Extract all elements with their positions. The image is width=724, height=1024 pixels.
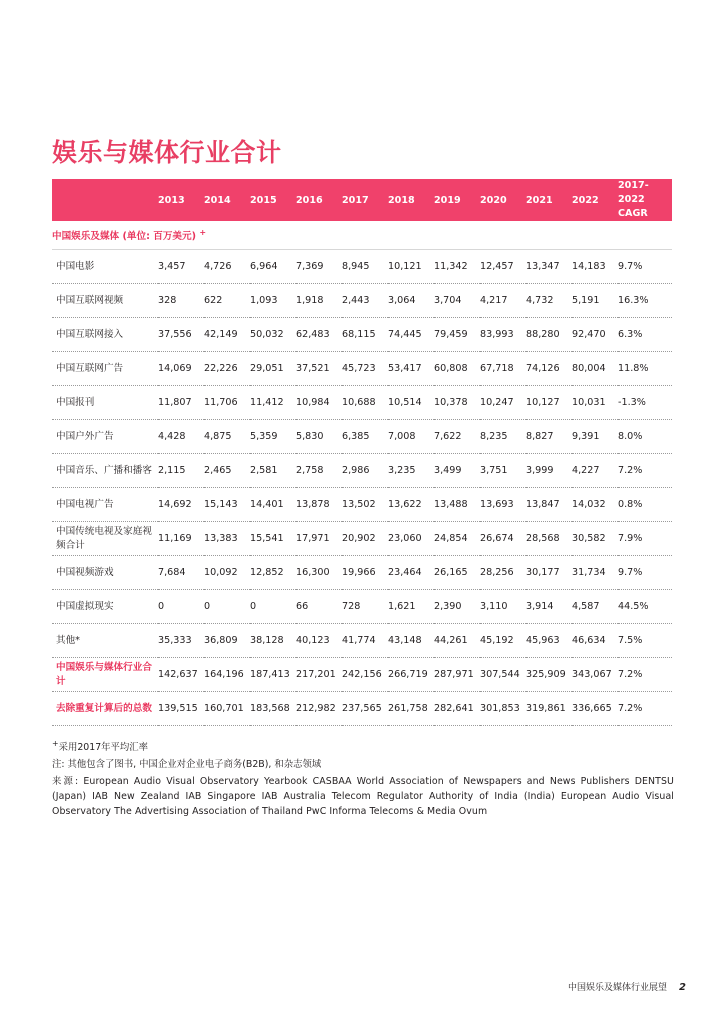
value-cell: 307,544 xyxy=(480,658,526,692)
cagr-header-period: 2017-2022 xyxy=(618,180,649,205)
value-cell: 8,235 xyxy=(480,420,526,454)
year-header: 2016 xyxy=(296,179,342,221)
row-label: 中国视频游戏 xyxy=(52,556,158,590)
value-cell: 10,031 xyxy=(572,386,618,420)
value-cell: 10,688 xyxy=(342,386,388,420)
value-cell: 164,196 xyxy=(204,658,250,692)
value-cell: 142,637 xyxy=(158,658,204,692)
value-cell: 67,718 xyxy=(480,352,526,386)
media-revenue-table xyxy=(52,179,672,726)
value-cell: 11,169 xyxy=(158,522,204,556)
cagr-cell: 11.8% xyxy=(618,352,672,386)
cagr-header-label: CAGR xyxy=(618,208,648,219)
value-cell: 74,445 xyxy=(388,318,434,352)
value-cell: 31,734 xyxy=(572,556,618,590)
value-cell: 301,853 xyxy=(480,692,526,726)
value-cell: 6,385 xyxy=(342,420,388,454)
value-cell: 0 xyxy=(250,590,296,624)
value-cell: 7,622 xyxy=(434,420,480,454)
row-label: 中国电视广告 xyxy=(52,488,158,522)
value-cell: 3,999 xyxy=(526,454,572,488)
table-row xyxy=(52,658,672,692)
cagr-cell: -1.3% xyxy=(618,386,672,420)
value-cell: 187,413 xyxy=(250,658,296,692)
value-cell: 26,674 xyxy=(480,522,526,556)
table-row xyxy=(52,318,672,352)
value-cell: 45,723 xyxy=(342,352,388,386)
table-row xyxy=(52,454,672,488)
value-cell: 7,008 xyxy=(388,420,434,454)
value-cell: 1,918 xyxy=(296,284,342,318)
value-cell: 14,401 xyxy=(250,488,296,522)
value-cell: 7,369 xyxy=(296,250,342,284)
cagr-cell: 44.5% xyxy=(618,590,672,624)
value-cell: 10,378 xyxy=(434,386,480,420)
value-cell: 343,067 xyxy=(572,658,618,692)
footnote-mark: + xyxy=(52,739,59,748)
value-cell: 37,556 xyxy=(158,318,204,352)
table-row xyxy=(52,352,672,386)
value-cell: 13,622 xyxy=(388,488,434,522)
value-cell: 242,156 xyxy=(342,658,388,692)
value-cell: 14,183 xyxy=(572,250,618,284)
value-cell: 11,342 xyxy=(434,250,480,284)
publication-name: 中国娱乐及媒体行业展望 xyxy=(568,983,668,993)
value-cell: 212,982 xyxy=(296,692,342,726)
page-title: 娱乐与媒体行业合计 xyxy=(52,138,282,167)
page-footer xyxy=(568,980,686,993)
cagr-cell: 6.3% xyxy=(618,318,672,352)
value-cell: 45,963 xyxy=(526,624,572,658)
value-cell: 3,235 xyxy=(388,454,434,488)
row-label: 中国互联网接入 xyxy=(52,318,158,352)
footnote-text: 采用2017年平均汇率 xyxy=(58,742,149,754)
value-cell: 11,706 xyxy=(204,386,250,420)
value-cell: 50,032 xyxy=(250,318,296,352)
year-header: 2020 xyxy=(480,179,526,221)
value-cell: 2,443 xyxy=(342,284,388,318)
value-cell: 41,774 xyxy=(342,624,388,658)
value-cell: 3,499 xyxy=(434,454,480,488)
value-cell: 2,115 xyxy=(158,454,204,488)
value-cell: 183,568 xyxy=(250,692,296,726)
value-cell: 14,692 xyxy=(158,488,204,522)
table-header-row xyxy=(52,179,672,221)
value-cell: 8,827 xyxy=(526,420,572,454)
cagr-cell: 7.2% xyxy=(618,692,672,726)
value-cell: 266,719 xyxy=(388,658,434,692)
value-cell: 88,280 xyxy=(526,318,572,352)
cagr-header xyxy=(618,179,672,221)
value-cell: 0 xyxy=(204,590,250,624)
value-cell: 4,587 xyxy=(572,590,618,624)
value-cell: 160,701 xyxy=(204,692,250,726)
value-cell: 15,541 xyxy=(250,522,296,556)
cagr-cell: 0.8% xyxy=(618,488,672,522)
value-cell: 79,459 xyxy=(434,318,480,352)
value-cell: 44,261 xyxy=(434,624,480,658)
value-cell: 3,751 xyxy=(480,454,526,488)
cagr-cell: 8.0% xyxy=(618,420,672,454)
table-row xyxy=(52,284,672,318)
value-cell: 26,165 xyxy=(434,556,480,590)
value-cell: 30,582 xyxy=(572,522,618,556)
value-cell: 11,807 xyxy=(158,386,204,420)
value-cell: 139,515 xyxy=(158,692,204,726)
value-cell: 80,004 xyxy=(572,352,618,386)
value-cell: 60,808 xyxy=(434,352,480,386)
value-cell: 28,568 xyxy=(526,522,572,556)
value-cell: 22,226 xyxy=(204,352,250,386)
row-label: 其他* xyxy=(52,624,158,658)
value-cell: 24,854 xyxy=(434,522,480,556)
value-cell: 14,032 xyxy=(572,488,618,522)
value-cell: 11,412 xyxy=(250,386,296,420)
value-cell: 3,457 xyxy=(158,250,204,284)
cagr-cell: 7.5% xyxy=(618,624,672,658)
value-cell: 2,465 xyxy=(204,454,250,488)
value-cell: 68,115 xyxy=(342,318,388,352)
year-header: 2017 xyxy=(342,179,388,221)
value-cell: 13,383 xyxy=(204,522,250,556)
value-cell: 2,986 xyxy=(342,454,388,488)
value-cell: 1,093 xyxy=(250,284,296,318)
value-cell: 1,621 xyxy=(388,590,434,624)
value-cell: 38,128 xyxy=(250,624,296,658)
row-label: 去除重复计算后的总数 xyxy=(52,692,158,726)
value-cell: 19,966 xyxy=(342,556,388,590)
table-row xyxy=(52,386,672,420)
value-cell: 62,483 xyxy=(296,318,342,352)
cagr-cell: 9.7% xyxy=(618,556,672,590)
value-cell: 261,758 xyxy=(388,692,434,726)
value-cell: 3,110 xyxy=(480,590,526,624)
value-cell: 282,641 xyxy=(434,692,480,726)
year-header: 2022 xyxy=(572,179,618,221)
cagr-cell: 16.3% xyxy=(618,284,672,318)
value-cell: 2,581 xyxy=(250,454,296,488)
value-cell: 4,227 xyxy=(572,454,618,488)
value-cell: 2,390 xyxy=(434,590,480,624)
value-cell: 2,758 xyxy=(296,454,342,488)
value-cell: 10,127 xyxy=(526,386,572,420)
value-cell: 53,417 xyxy=(388,352,434,386)
value-cell: 92,470 xyxy=(572,318,618,352)
value-cell: 23,060 xyxy=(388,522,434,556)
value-cell: 29,051 xyxy=(250,352,296,386)
value-cell: 40,123 xyxy=(296,624,342,658)
value-cell: 3,064 xyxy=(388,284,434,318)
value-cell: 10,247 xyxy=(480,386,526,420)
year-header: 2018 xyxy=(388,179,434,221)
year-header: 2014 xyxy=(204,179,250,221)
row-label: 中国娱乐与媒体行业合计 xyxy=(52,658,158,692)
table-row xyxy=(52,590,672,624)
value-cell: 37,521 xyxy=(296,352,342,386)
value-cell: 0 xyxy=(158,590,204,624)
value-cell: 6,964 xyxy=(250,250,296,284)
year-header: 2019 xyxy=(434,179,480,221)
row-label: 中国互联网广告 xyxy=(52,352,158,386)
section-label: 中国娱乐及媒体 (单位: 百万美元) xyxy=(52,231,200,243)
value-cell: 5,191 xyxy=(572,284,618,318)
value-cell: 7,684 xyxy=(158,556,204,590)
row-label: 中国传统电视及家庭视频合计 xyxy=(52,522,158,556)
cagr-cell: 7.9% xyxy=(618,522,672,556)
value-cell: 43,148 xyxy=(388,624,434,658)
table-row xyxy=(52,624,672,658)
row-label: 中国虚拟现实 xyxy=(52,590,158,624)
cagr-cell: 7.2% xyxy=(618,658,672,692)
value-cell: 5,830 xyxy=(296,420,342,454)
value-cell: 8,945 xyxy=(342,250,388,284)
header-label-cell xyxy=(52,179,158,221)
value-cell: 28,256 xyxy=(480,556,526,590)
table-row xyxy=(52,488,672,522)
value-cell: 217,201 xyxy=(296,658,342,692)
value-cell: 13,347 xyxy=(526,250,572,284)
value-cell: 4,875 xyxy=(204,420,250,454)
value-cell: 12,457 xyxy=(480,250,526,284)
row-label: 中国音乐、广播和播客 xyxy=(52,454,158,488)
cagr-cell: 7.2% xyxy=(618,454,672,488)
value-cell: 83,993 xyxy=(480,318,526,352)
year-header: 2021 xyxy=(526,179,572,221)
value-cell: 622 xyxy=(204,284,250,318)
value-cell: 20,902 xyxy=(342,522,388,556)
row-label: 中国电影 xyxy=(52,250,158,284)
row-label: 中国户外广告 xyxy=(52,420,158,454)
notes-block xyxy=(52,736,674,821)
section-header-row xyxy=(52,221,672,250)
value-cell: 5,359 xyxy=(250,420,296,454)
value-cell: 328 xyxy=(158,284,204,318)
value-cell: 4,217 xyxy=(480,284,526,318)
value-cell: 13,847 xyxy=(526,488,572,522)
value-cell: 325,909 xyxy=(526,658,572,692)
value-cell: 46,634 xyxy=(572,624,618,658)
row-label: 中国互联网视频 xyxy=(52,284,158,318)
section-footnote-mark: + xyxy=(199,227,207,237)
value-cell: 42,149 xyxy=(204,318,250,352)
row-label: 中国报刊 xyxy=(52,386,158,420)
value-cell: 36,809 xyxy=(204,624,250,658)
value-cell: 45,192 xyxy=(480,624,526,658)
value-cell: 4,428 xyxy=(158,420,204,454)
value-cell: 23,464 xyxy=(388,556,434,590)
value-cell: 13,878 xyxy=(296,488,342,522)
value-cell: 13,488 xyxy=(434,488,480,522)
value-cell: 16,300 xyxy=(296,556,342,590)
value-cell: 15,143 xyxy=(204,488,250,522)
value-cell: 12,852 xyxy=(250,556,296,590)
value-cell: 10,121 xyxy=(388,250,434,284)
table-row xyxy=(52,556,672,590)
other-note: 注: 其他包含了图书, 中国企业对企业电子商务(B2B), 和杂志领域 xyxy=(52,759,322,771)
value-cell: 237,565 xyxy=(342,692,388,726)
source-note: 来源: European Audio Visual Observatory Yearbook CASBAA World Association of Newspapers and News Publishers DENTSU (Japan) IAB New Zealand IAB Singapore IAB Australia Telecom Regulator Authority of India (India) European Audio Visual Observatory The Advertising Association of Thailand PwC Informa Telecoms & Media Ovum xyxy=(52,776,674,818)
table-row xyxy=(52,692,672,726)
value-cell: 336,665 xyxy=(572,692,618,726)
value-cell: 30,177 xyxy=(526,556,572,590)
value-cell: 13,693 xyxy=(480,488,526,522)
value-cell: 9,391 xyxy=(572,420,618,454)
value-cell: 3,704 xyxy=(434,284,480,318)
value-cell: 10,984 xyxy=(296,386,342,420)
year-header: 2013 xyxy=(158,179,204,221)
value-cell: 66 xyxy=(296,590,342,624)
cagr-cell: 9.7% xyxy=(618,250,672,284)
value-cell: 4,726 xyxy=(204,250,250,284)
value-cell: 35,333 xyxy=(158,624,204,658)
value-cell: 14,069 xyxy=(158,352,204,386)
value-cell: 4,732 xyxy=(526,284,572,318)
page-number: 2 xyxy=(679,982,686,993)
value-cell: 3,914 xyxy=(526,590,572,624)
value-cell: 319,861 xyxy=(526,692,572,726)
value-cell: 10,514 xyxy=(388,386,434,420)
table-row xyxy=(52,250,672,284)
value-cell: 74,126 xyxy=(526,352,572,386)
value-cell: 287,971 xyxy=(434,658,480,692)
exchange-rate-footnote xyxy=(52,736,674,755)
section-header-cell xyxy=(52,221,672,250)
table-row xyxy=(52,522,672,556)
value-cell: 728 xyxy=(342,590,388,624)
value-cell: 13,502 xyxy=(342,488,388,522)
value-cell: 10,092 xyxy=(204,556,250,590)
year-header: 2015 xyxy=(250,179,296,221)
value-cell: 17,971 xyxy=(296,522,342,556)
table-row xyxy=(52,420,672,454)
